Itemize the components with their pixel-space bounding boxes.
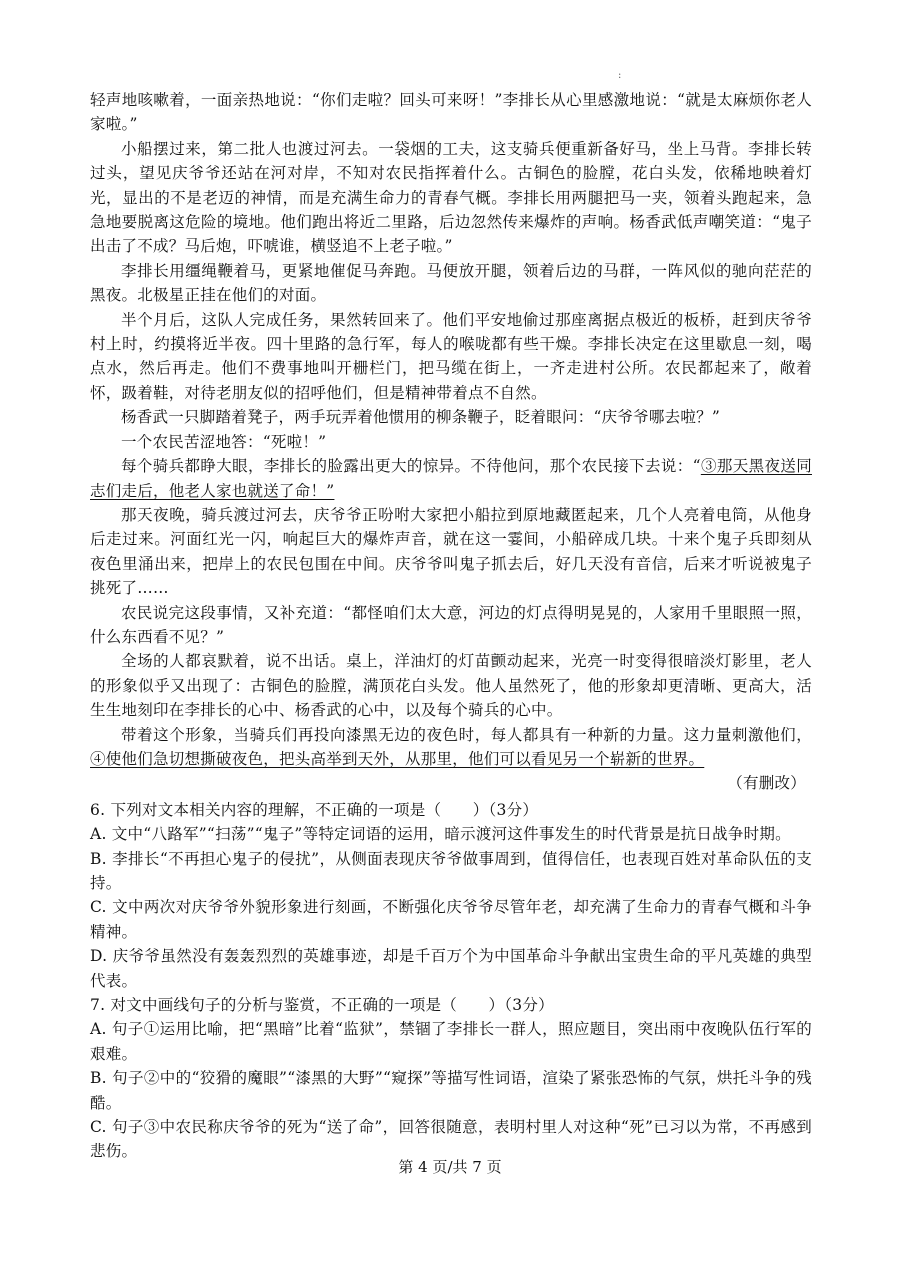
corner-mark: : [618,70,622,81]
question-stem: 6. 下列对文本相关内容的理解，不正确的一项是（ ）（3分） [90,800,539,819]
option-b: B. 李排长“不再担心鬼子的侵扰”，从侧面表现庆爷爷做事周到，值得信任，也表现百姓对革命队伍的支持。 [90,849,812,892]
paragraph: 农民说完这段事情，又补充道：“都怪咱们太大意，河边的灯点得明晃晃的，人家用千里眼照一照，什么东西看不见？” [90,603,812,646]
paragraph: 李排长用缰绳鞭着马，更紧地催促马奔跑。马便放开腿，领着后边的马群，一阵风似的驰向茫茫的黑夜。北极星正挂在他们的对面。 [90,261,812,305]
option-a: A. 句子①运用比喻，把“黑暗”比着“监狱”，禁锢了李排长一群人，照应题目，突出雨中夜晚队伍行军的艰难。 [90,1020,812,1063]
paragraph: 那天夜晚，骑兵渡过河去，庆爷爷正吩咐大家把小船拉到原地藏匿起来，几个人亮着电筒，从他身后走过来。河面红光一闪，响起巨大的爆炸声音，就在这一霎间，小船碎成几块。十来个鬼子兵即刻从夜色里涌出来，把岸上的农民包围在中间。庆爷爷叫鬼子抓去后，好几天没有音信，后来才听说被鬼子挑死了…… [90,505,812,598]
paragraph-text: 带着这个形象，当骑兵们再投向漆黑无边的夜色时，每人都具有一种新的力量。这力量刺激他们， [121,725,812,744]
option-c: C. 文中两次对庆爷爷外貌形象进行刻画，不断强化庆爷爷尽管年老，却充满了生命力的青春气概和斗争精神。 [90,898,812,941]
reading-passage [90,88,812,1164]
paragraph: 一个农民苦涩地答：“死啦！” [121,432,327,451]
edit-note: （有删改） [727,774,806,793]
paragraph: 半个月后，这队人完成任务，果然转回来了。他们平安地偷过那座离据点极近的板桥，赶到庆爷爷村上时，约摸将近半夜。四十里路的急行军，每人的喉咙都有些干燥。李排长决定在这里歇息一刻，喝点水，然后再走。他们不费事地叫开栅栏门，把马缆在街上，一齐走进村公所。农民都起来了，敞着怀，趿着鞋，对待老朋友似的招呼他们，但是精神带着点不自然。 [90,310,812,402]
paragraph: 全场的人都哀默着，说不出话。桌上，洋油灯的灯苗颤动起来，光亮一时变得很暗淡灯影里，老人的形象似乎又出现了：古铜色的脸膛，满顶花白头发。他人虽然死了，他的形象却更清晰、更高大，活生生地刻印在李排长的心中、杨香武的心中，以及每个骑兵的心中。 [90,652,812,720]
question-7 [90,993,812,1164]
paragraph [90,723,812,772]
paragraph: 轻声地咳嗽着，一面亲热地说：“你们走啦？回头可来呀！”李排长从心里感激地说：“就是太麻烦你老人家啦。” [90,91,812,134]
paragraph: 小船摆过来，第二批人也渡过河去。一袋烟的工夫，这支骑兵便重新备好马，坐上马背。李排长转过头，望见庆爷爷还站在河对岸，不知对农民指挥着什么。古铜色的脸膛，花白头发，依稀地映着灯光，显出的不是老迈的神情，而是充满生命力的青春气概。李排长用两腿把马一夹，领着头跑起来，急急地要脱离这危险的境地。他们跑出将近二里路，后边忽然传来爆炸的声响。杨香武低声嘲笑道：“鬼子出击了不成？马后炮，吓唬谁，横竖追不上老子啦。” [90,139,812,256]
paragraph [90,454,812,503]
option-c: C. 句子③中农民称庆爷爷的死为“送了命”，回答很随意，表明村里人对这种“死”已习以为常，不再感到悲伤。 [90,1118,812,1161]
paragraph-text: 每个骑兵都睁大眼，李排长的脸露出更大的惊异。不待他问，那个农民接下去说：“ [121,457,701,476]
option-b: B. 句子②中的“狡猾的魔眼”“漆黑的大野”“窥探”等描写性词语，渲染了紧张恐怖的气氛，烘托斗争的残酷。 [90,1069,812,1112]
page-number: 第 4 页/共 7 页 [398,1158,502,1176]
question-6 [90,798,812,993]
question-stem: 7. 对文中画线句子的分析与鉴赏，不正确的一项是（ ）（3分） [90,996,554,1015]
underlined-sentence-3: ③那天黑夜送同志们走后，他老人家也就送了命！” [90,457,812,500]
paragraph: 杨香武一只脚踏着凳子，两手玩弄着他惯用的柳条鞭子，眨着眼问：“庆爷爷哪去啦？” [121,408,721,427]
option-a: A. 文中“八路军”“扫荡”“鬼子”等特定词语的运用，暗示渡河这件事发生的时代背景是抗日战争时期。 [90,825,791,844]
option-d: D. 庆爷爷虽然没有轰轰烈烈的英雄事迹，却是千百万个为中国革命斗争献出宝贵生命的平凡英雄的典型代表。 [90,947,812,990]
underlined-sentence-4: ④使他们急切想撕破夜色，把头高举到天外，从那里，他们可以看见另一个崭新的世界。 [90,749,705,768]
